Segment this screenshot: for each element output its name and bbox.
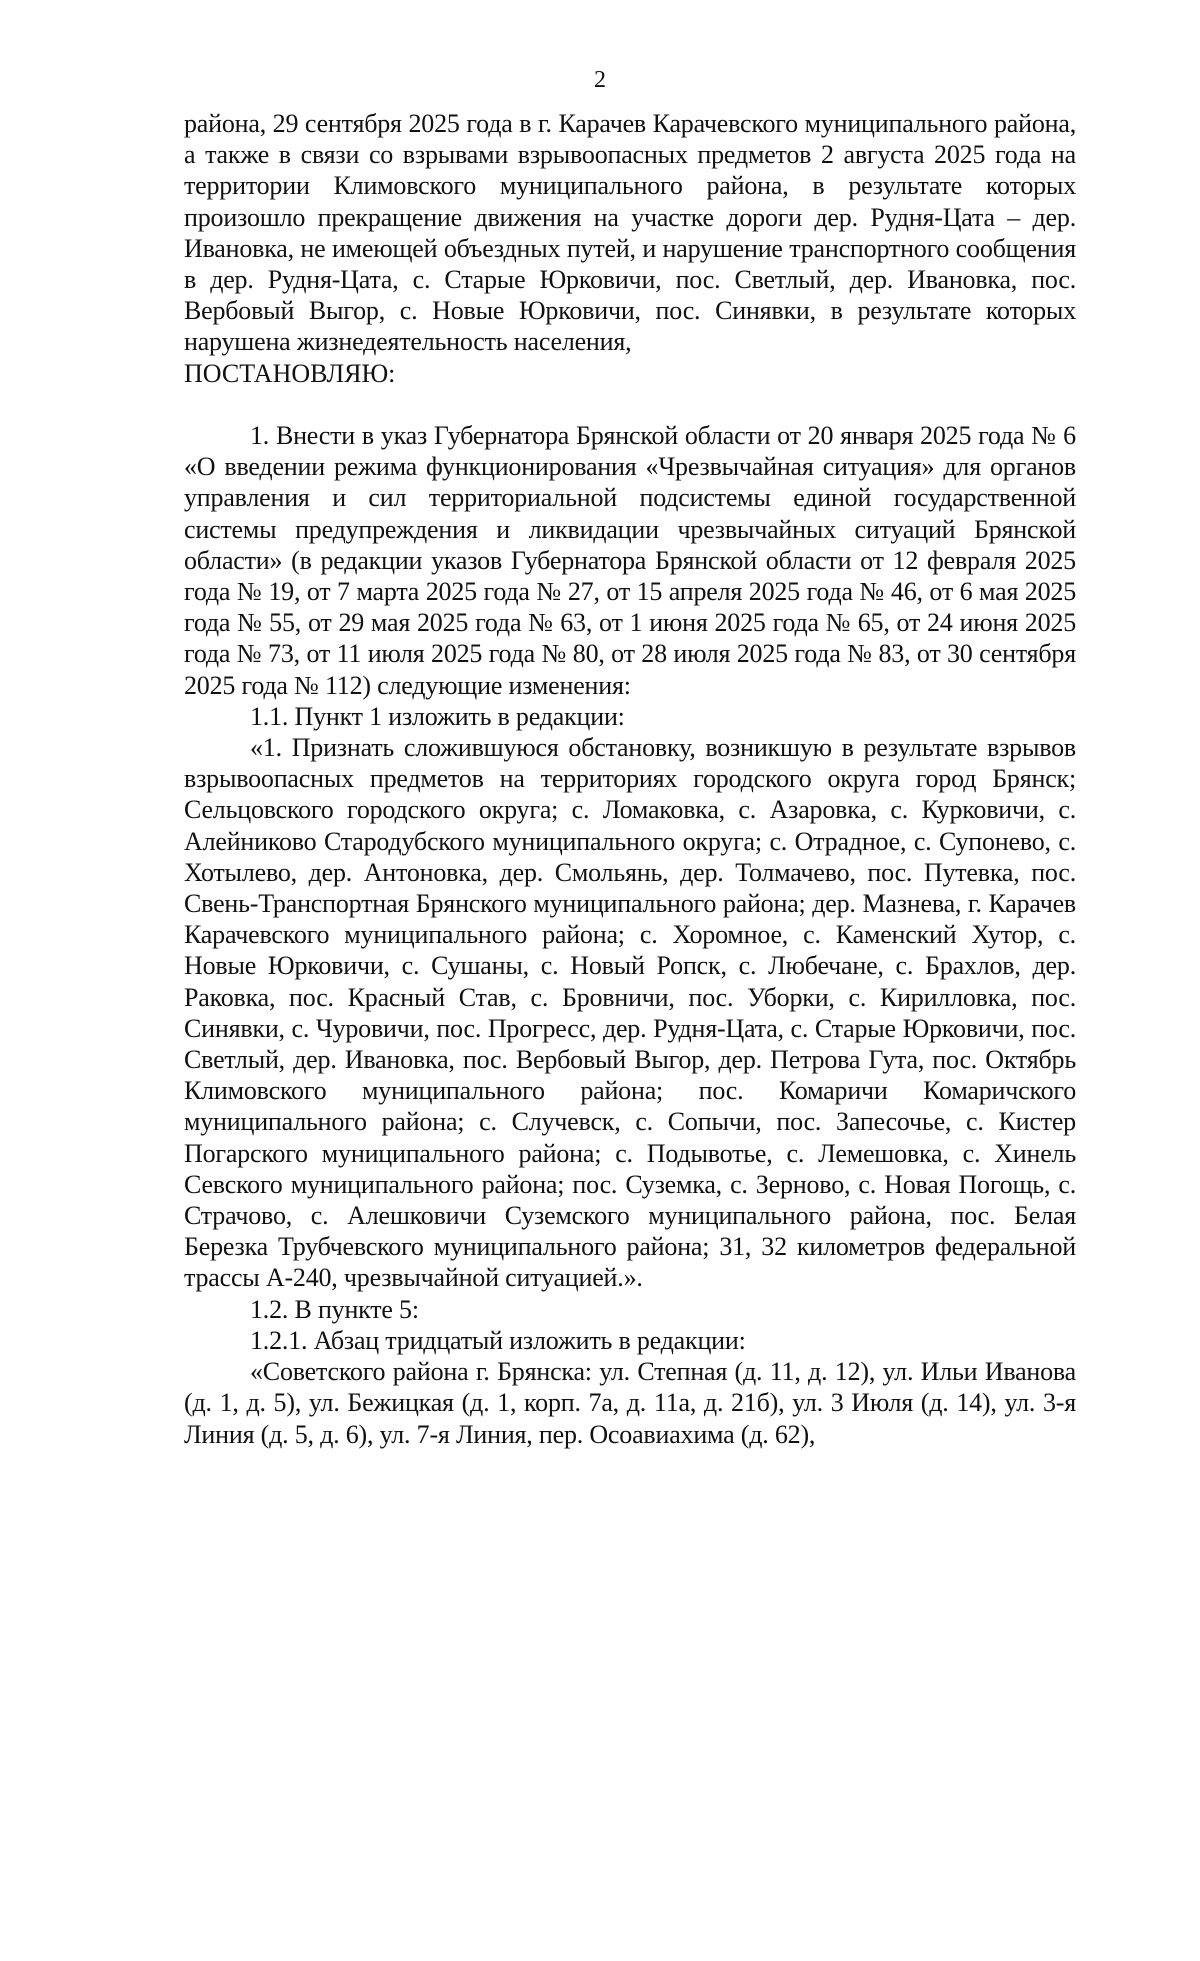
paragraph-quoted-point-1: «1. Признать сложившуюся обстановку, возникшую в результате взрывов взрывоопасных предметов на территориях городского округа город Брянск; Сельцовского городского округа; с. Ломаковка, с. Азаровка, с. Курковичи, с. Алейниково Стародубского муниципального округа; с. Отрадное, с. Супонево, с. Хотылево, дер. Антоновка, дер. Смольянь, дер. Толмачево, пос. Путевка, пос. Свень-Транспортная Брянского муниципального района; дер. Мазнева, г. Карачев Карачевского муниципального района; с. Хоромное, с. Каменский Хутор, с. Новые Юрковичи, с. Сушаны, с. Новый Ропск, с. Любечане, с. Брахлов, дер. Раковка, пос. Красный Став, с. Бровничи, пос. Уборки, с. Кирилловка, пос. Синявки, с. Чуровичи, пос. Прогресс, дер. Рудня-Цата, с. Старые Юрковичи, пос. Светлый, дер. Ивановка, пос. Вербовый Выгор, дер. Петрова Гута, пос. Октябрь Климовского муниципального района; пос. Комаричи Комаричского муниципального района; с. Случевск, с. Сопычи, пос. Запесочье, с. Кистер Погарского муниципального района; с. Подывотье, с. Лемешовка, с. Хинель Севского муниципального района; пос. Суземка, с. Зерново, с. Новая Погощь, с. Страчово, с. Алешковичи Суземского муниципального района, пос. Белая Березка Трубчевского муниципального района; 31, 32 километров федеральной трассы А-240, чрезвычайной ситуацией.». (184, 733, 1076, 1293)
paragraph-amend-decree: 1. Внести в указ Губернатора Брянской области от 20 января 2025 года № 6 «О введении режима функционирования «Чрезвычайная ситуация» для органов управления и сил территориальной подсистемы единой государственной системы предупреждения и ликвидации чрезвычайных ситуаций Брянской области» (в редакции указов Губернатора Брянской области от 12 февраля 2025 года № 19, от 7 марта 2025 года № 27, от 15 апреля 2025 года № 46, от 6 мая 2025 года № 55, от 29 мая 2025 года № 63, от 1 июня 2025 года № 65, от 24 июня 2025 года № 73, от 11 июля 2025 года № 80, от 28 июля 2025 года № 83, от 30 сентября 2025 года № 112) следующие изменения: (184, 421, 1076, 700)
page-number: 2 (594, 67, 606, 93)
paragraph-1-2-1: 1.2.1. Абзац тридцатый изложить в редакции: (250, 1325, 746, 1355)
paragraph-quoted-sovetsky: «Советского района г. Брянска: ул. Степная (д. 11, д. 12), ул. Ильи Иванова (д. 1, д. 5), ул. Бежицкая (д. 1, корп. 7а, д. 11а, д. 21б), ул. 3 Июля (д. 14), ул. 3-я Линия (д. 5, д. 6), ул. 7-я Линия, пер. Осоавиахима (д. 62), (184, 1357, 1076, 1449)
intro-paragraph: района, 29 сентября 2025 года в г. Карачев Карачевского муниципального района, а также в связи со взрывами взрывоопасных предметов 2 августа 2025 года на территории Климовского муниципального района, в результате которых произошло прекращение движения на участке дороги дер. Рудня-Цата – дер. Ивановка, не имеющей объездных путей, и нарушение транспортного сообщения в дер. Рудня-Цата, с. Старые Юрковичи, пос. Светлый, дер. Ивановка, пос. Вербовый Выгор, с. Новые Юрковичи, пос. Синявки, в результате которых нарушена жизнедеятельность населения, (184, 109, 1076, 357)
decree-word: ПОСТАНОВЛЯЮ: (184, 358, 396, 388)
paragraph-1-2: 1.2. В пункте 5: (250, 1294, 419, 1324)
intro-block (184, 108, 1076, 389)
decree-body (184, 420, 1076, 1450)
paragraph-1-1: 1.1. Пункт 1 изложить в редакции: (250, 701, 625, 731)
